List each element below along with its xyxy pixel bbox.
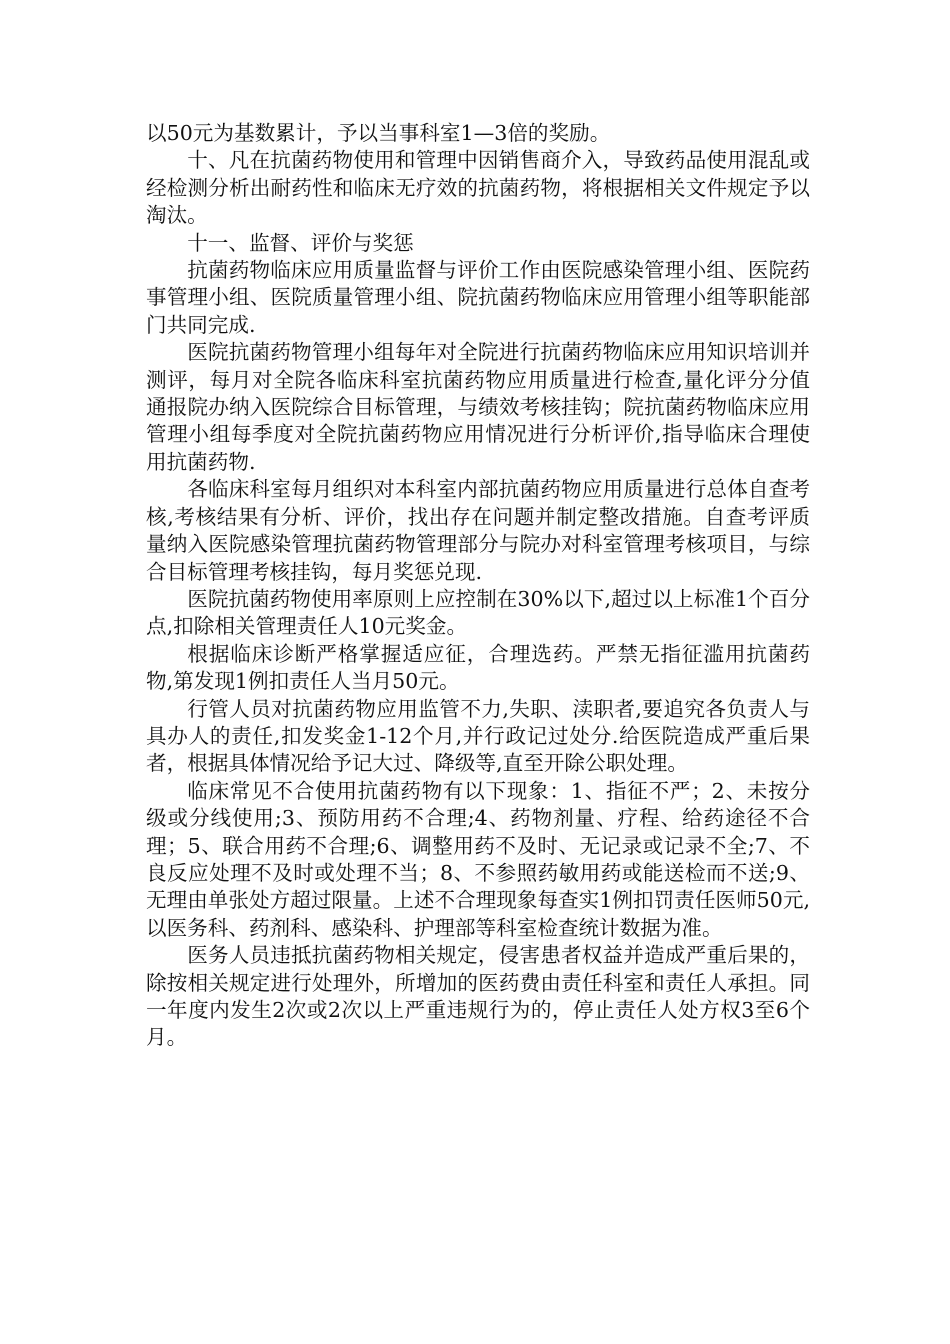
- paragraph-usage-rate: 医院抗菌药物使用率原则上应控制在30%以下,超过以上标准1个百分点,扣除相关管理责任人10元奖金。: [146, 586, 810, 639]
- paragraph-management-training: 医院抗菌药物管理小组每年对全院进行抗菌药物临床应用知识培训并测评，每月对全院各临床科室抗菌药物应用质量进行检查,量化评分分值通报院办纳入医院综合目标管理，与绩效考核挂钩；院抗菌药物临床应用管理小组每季度对全院抗菌药物应用情况进行分析评价,指导临床合理使用抗菌药物.: [146, 340, 810, 474]
- section-heading-eleven: 十一、监督、评价与奖惩: [187, 230, 414, 255]
- document-body: [146, 120, 810, 1052]
- paragraph-improper-use: 临床常见不合使用抗菌药物有以下现象：1、指征不严；2、未按分级或分线使用;3、预防用药不合理;4、药物剂量、疗程、给药途径不合理；5、联合用药不合理;6、调整用药不及时、无记录或记录不全;7、不良反应处理不及时或处理不当；8、不参照药敏用药或能送检而不送;9、无理由单张处方超过限量。上述不合理现象每查实1例扣罚责任医师50元,以医务科、药剂科、感染科、护理部等科室检查统计数据为准。: [146, 778, 810, 940]
- paragraph-section-ten: 十、凡在抗菌药物使用和管理中因销售商介入，导致药品使用混乱或经检测分析出耐药性和临床无疗效的抗菌药物，将根据相关文件规定予以淘汰。: [146, 148, 810, 228]
- paragraph-supervision-groups: 抗菌药物临床应用质量监督与评价工作由医院感染管理小组、医院药事管理小组、医院质量管理小组、院抗菌药物临床应用管理小组等职能部门共同完成.: [146, 258, 810, 337]
- paragraph-violation-consequences: 医务人员违抵抗菌药物相关规定，侵害患者权益并造成严重后果的，除按相关规定进行处理外，所增加的医药费由责任科室和责任人承担。同一年度内发生2次或2次以上严重违规行为的，停止责任人处方权3至6个月。: [146, 943, 810, 1050]
- paragraph-reward-continuation: 以50元为基数累计，予以当事科室1—3倍的奖励。: [146, 121, 611, 145]
- paragraph-administrative-penalty: 行管人员对抗菌药物应用监管不力,失职、渎职者,要追究各负责人与具办人的责任,扣发奖金1-12个月,并行政记过处分.给医院造成严重后果者，根据具体情况给予记大过、降级等,直至开除公职处理。: [146, 696, 810, 776]
- paragraph-indication: 根据临床诊断严格掌握适应征，合理选药。严禁无指征滥用抗菌药物,第发现1例扣责任人当月50元。: [146, 641, 810, 694]
- paragraph-department-assessment: 各临床科室每月组织对本科室内部抗菌药物应用质量进行总体自查考核,考核结果有分析、评价，找出存在问题并制定整改措施。自查考评质量纳入医院感染管理抗菌药物管理部分与院办对科室管理考核项目，与综合目标管理考核挂钩，每月奖惩兑现.: [146, 477, 810, 584]
